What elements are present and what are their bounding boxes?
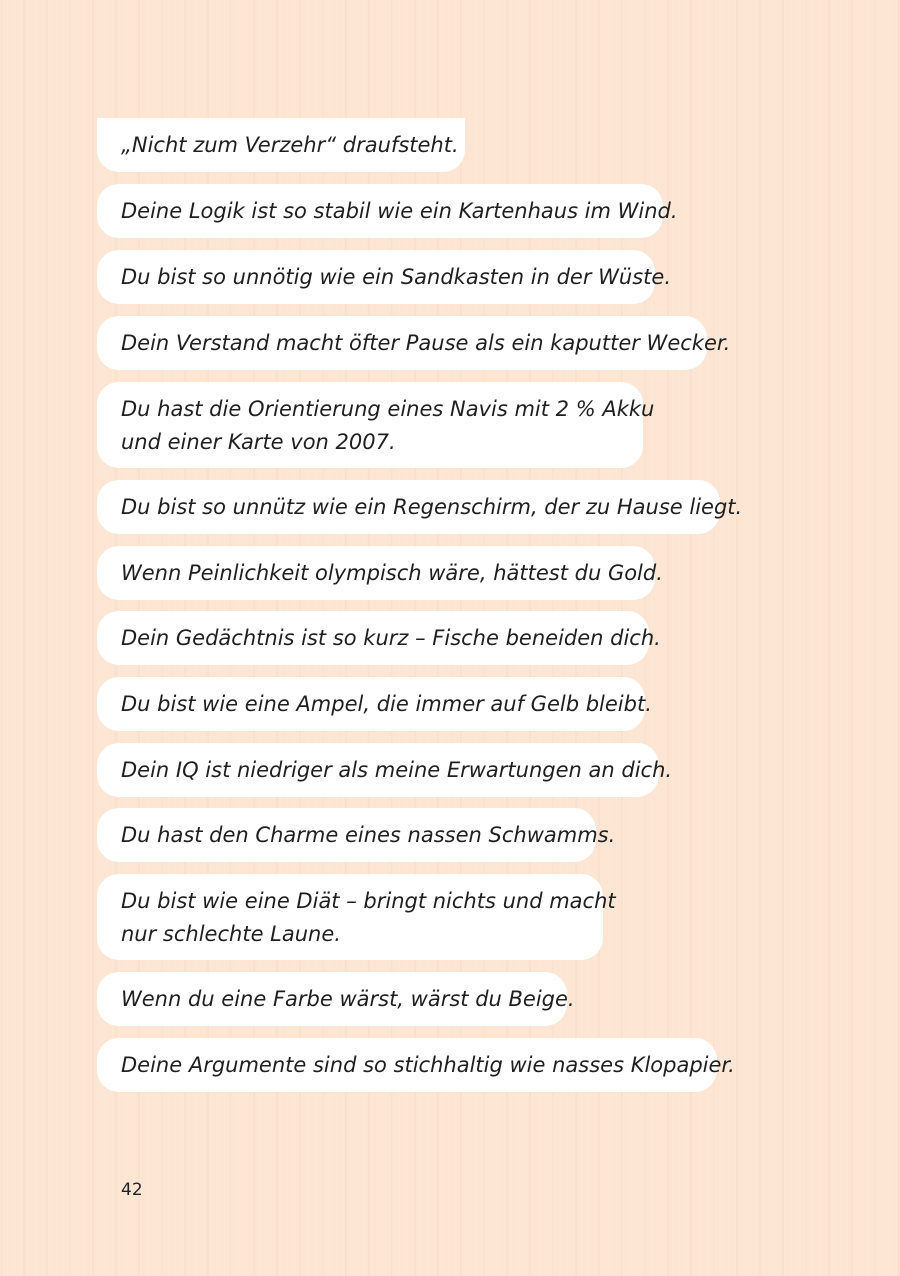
message-text: Du bist so unnütz wie ein Regenschirm, der zu Hause liegt. xyxy=(121,494,743,519)
message-bubble xyxy=(97,316,731,370)
message-text: nur schlechte Laune. xyxy=(121,922,341,946)
message-bubble xyxy=(97,118,465,172)
message-text: Du bist wie eine Diät – bringt nichts und macht xyxy=(121,889,616,913)
message-text: Dein Gedächtnis ist so kurz – Fische beneiden dich. xyxy=(121,625,661,650)
message-text: Wenn du eine Farbe wärst, wärst du Beige. xyxy=(121,986,575,1011)
message-text: Dein IQ ist niedriger als meine Erwartungen an dich. xyxy=(121,757,673,782)
message-bubble xyxy=(97,480,743,534)
message-text: Wenn Peinlichkeit olympisch wäre, hättest du Gold. xyxy=(121,560,663,585)
message-bubble xyxy=(97,874,616,960)
message-bubble xyxy=(97,184,678,238)
message-bubble xyxy=(97,250,671,304)
message-bubble xyxy=(97,1038,735,1092)
message-text: Du hast die Orientierung eines Navis mit 2 % Akku xyxy=(121,397,655,421)
message-bubble xyxy=(97,808,616,862)
message-text: Du hast den Charme eines nassen Schwamms. xyxy=(121,822,616,847)
message-text: Du bist wie eine Ampel, die immer auf Gelb bleibt. xyxy=(121,691,652,716)
message-bubble xyxy=(97,546,663,600)
message-text: Deine Argumente sind so stichhaltig wie nasses Klopapier. xyxy=(121,1052,735,1077)
message-bubble xyxy=(97,743,673,797)
message-bubble xyxy=(97,972,575,1026)
message-text: Du bist so unnötig wie ein Sandkasten in der Wüste. xyxy=(121,264,671,289)
page-number: 42 xyxy=(121,1180,143,1200)
message-bubble xyxy=(97,382,655,468)
message-text: und einer Karte von 2007. xyxy=(121,430,396,454)
message-text: „Nicht zum Verzehr“ draufsteht. xyxy=(121,132,459,157)
message-text: Deine Logik ist so stabil wie ein Kartenhaus im Wind. xyxy=(121,198,678,223)
message-bubble xyxy=(97,611,661,665)
message-text: Dein Verstand macht öfter Pause als ein kaputter Wecker. xyxy=(121,330,731,355)
message-bubble xyxy=(97,677,652,731)
